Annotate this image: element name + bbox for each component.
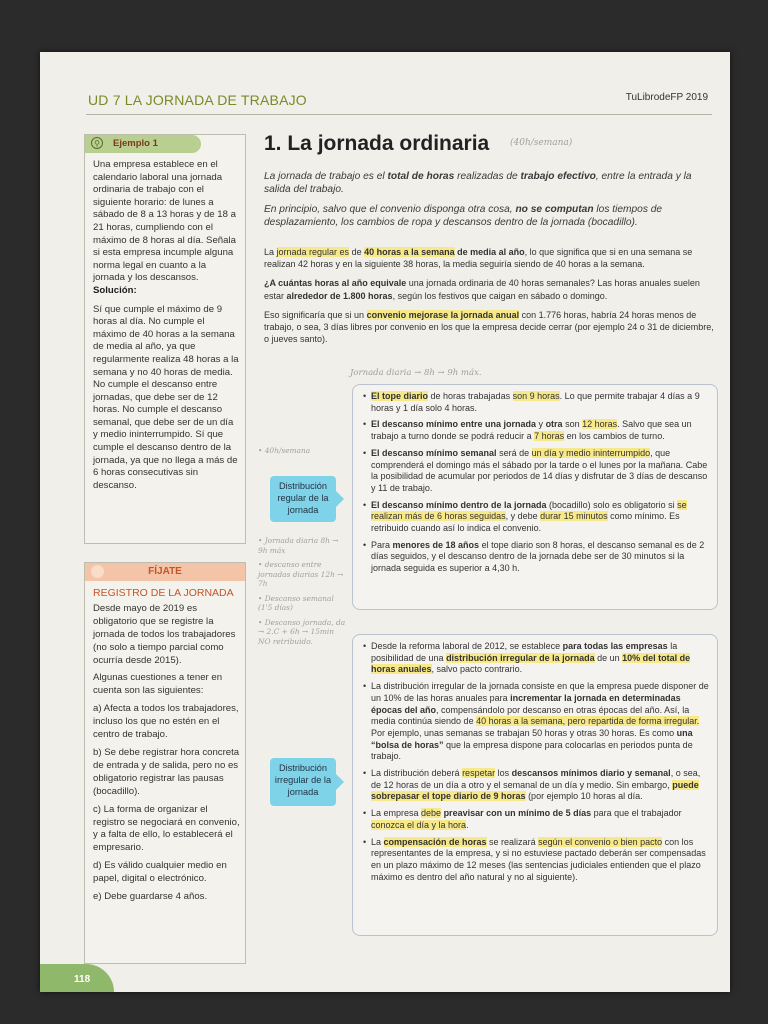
margin-note: • Descanso jornada, da → 2.C + 6h → 15min NO retribuido. (258, 617, 346, 646)
margin-notes-bottom (258, 536, 348, 646)
rule-item: • Para menores de 18 años el tope diario son 8 horas, el descanso semanal es de 2 días seguidos, y el descanso dentro de la jornada debe ser de 30 minutos si la jornada seguida es superior a 4,30 h. (363, 540, 709, 575)
margin-note: • Descanso semanal (1'5 días) (258, 593, 334, 612)
body-text (264, 246, 716, 352)
example-text (93, 159, 239, 498)
fijate-text (93, 587, 241, 909)
example-tab (85, 135, 201, 153)
rule-item: • El descanso mínimo entre una jornada y otra son 12 horas. Salvo que sea un trabajo a turno donde se podrá reducir a 7 horas en los cambios de turno. (363, 419, 709, 442)
fijate-title: REGISTRO DE LA JORNADA (93, 587, 234, 599)
regular-hours-paragraph: La jornada regular es de 40 horas a la semana de media al año, lo que significa que si en una semana se realizan 42 horas y en la siguiente 38 horas, la media seguiría siendo de 40 horas a la semana. (264, 247, 693, 270)
fijate-item: e) Debe guardarse 4 años. (93, 891, 208, 903)
fijate-item: b) Se debe registrar hora concreta de entrada y de salida, pero no es obligatorio registrar las pausas (bocadillo). (93, 746, 240, 797)
handwritten-title-note: (40h/semana) (510, 138, 573, 148)
fijate-item: c) La forma de organizar el registro se negociará en convenio, y a falta de ello, lo establecerá el empresario. (93, 803, 240, 854)
unit-header: UD 7 LA JORNADA DE TRABAJO (88, 92, 307, 108)
rule-item: • La distribución deberá respetar los descansos mínimos diario y semanal, o sea, de 12 horas de un día a otro y el semanal de un día y medio. Sin embargo, puede sobrepasar el tope diario de 9 horas (por ejemplo 10 horas al día. (363, 768, 709, 803)
computation-paragraph: En principio, salvo que el convenio disponga otra cosa, no se computan los tiempos de desplazamiento, los cambios de ropa y descansos dentro de la jornada (bocadillo). (264, 204, 663, 228)
rule-item: • La compensación de horas se realizará según el convenio o bien pacto con los representantes de la empresa, y si no estuviese pactado deberán ser compensadas en un plazo máximo de 12 meses (las sentencias judiciales entienden que el plazo máximo es dentro del año natural y no al siguiente). (363, 837, 709, 884)
rule-item: • El descanso mínimo dentro de la jornada (bocadillo) solo es obligatorio si se realizan más de 6 horas seguidas, y debe durar 15 minutos como mínimo. Es retribuido cuando así lo indica el convenio. (363, 500, 709, 535)
margin-note: • 40h/semana (258, 446, 311, 455)
example-solution: Sí que cumple el máximo de 9 horas al día. No cumple el máximo de 40 horas a la semana de media al año, ya que regularmente realiza 48 horas a la semana y no 40 horas de media. No cumple el descanso entre jornadas, que debe ser de 12 horas. No cumple el descanso semanal, que debe ser de un día y medio ininterrumpido. Sí que cumple el descanso dentro de la jornada, ya que no llega a más de 6 horas consecutivas sin descanso. (93, 303, 239, 491)
rule-item: • Desde la reforma laboral de 2012, se establece para todas las empresas la posibilidad de una distribución irregular de la jornada de un 10% del total de horas anuales, salvo pacto contrario. (363, 641, 709, 676)
brand-header: TuLibrodeFP 2019 (625, 92, 708, 103)
handwritten-daily-note: Jornada diaria → 8h → 9h máx. (350, 368, 482, 378)
page-number-badge (40, 964, 114, 992)
book-page (40, 52, 730, 992)
intro-text (264, 170, 716, 236)
rule-item: • La empresa debe preavisar con un mínimo de 5 días para que el trabajador conozca el día y la hora. (363, 808, 709, 831)
regular-distribution-tag: Distribución regular de la jornada (270, 476, 336, 522)
margin-note: • Jornada diaria 8h → 9h máx (258, 536, 339, 555)
fijate-item: a) Afecta a todos los trabajadores, incluso los que no estén en el centro de trabajo. (93, 703, 239, 741)
section-title: 1. La jornada ordinaria (264, 132, 490, 155)
fijate-item: d) Es válido cualquier medio en papel, digital o electrónico. (93, 860, 227, 885)
rule-item: • El tope diario de horas trabajadas son 9 horas. Lo que permite trabajar 4 días a 9 horas y 1 día solo 4 horas. (363, 391, 709, 414)
fijate-intro: Desde mayo de 2019 es obligatorio que se registre la jornada de todos los trabajadores (no solo a tiempo parcial como ocurría desde 2015). (93, 602, 236, 666)
definition-paragraph: La jornada de trabajo es el total de horas realizadas de trabajo efectivo, entre la entrada y la salida del trabajo. (264, 171, 692, 195)
magnifier-icon: ⚲ (91, 137, 103, 149)
rule-item: • El descanso mínimo semanal será de un día y medio ininterrumpido, que comprenderá el domingo más el sábado por la tarde o el lunes por la mañana. Cabe la posibilidad de acumular por periodos de 14 días y disfrutar de 3 días de descanso y 11 de trabajo. (363, 448, 709, 495)
example-statement: Una empresa establece en el calendario laboral una jornada ordinaria de trabajo con el siguiente horario: de lunes a sábado de 8 a 13 horas y de 18 a 21 horas, cumpliendo con el máximo de 8 horas al día. Señala si esta empresa incumple alguna norma legal en cuanto a la jornada y los descansos. (93, 159, 236, 284)
irregular-distribution-tag: Distribución irregular de la jornada (270, 758, 336, 806)
irregular-distribution-box (352, 634, 718, 936)
page-number: 118 (74, 974, 91, 985)
agreement-paragraph: Eso significaría que si un convenio mejorase la jornada anual con 1.776 horas, habría 24 horas menos de trabajo, o sea, 3 días libres por convenio en los que la empresa decide cerrar (por ejemplo 24 o 31 de diciembre, o jueves santo). (264, 309, 714, 345)
fijate-lead: Algunas cuestiones a tener en cuenta son las siguientes: (93, 672, 223, 697)
fijate-label: FÍJATE (148, 566, 182, 577)
solution-label: Solución: (93, 284, 137, 296)
margin-notes-top (258, 446, 348, 456)
margin-note: • descanso entre jornadas diarias 12h → 7h (258, 560, 344, 588)
fijate-box (84, 562, 246, 964)
header-divider (86, 114, 712, 115)
fijate-tab (85, 563, 245, 581)
annual-hours-paragraph: ¿A cuántas horas al año equivale una jornada ordinaria de 40 horas semanales? Las horas anuales suelen estar alrededor de 1.800 horas, según los festivos que caigan en sábado o domingo. (264, 278, 700, 301)
example-label: Ejemplo 1 (113, 138, 158, 149)
rule-item: • La distribución irregular de la jornada consiste en que la empresa puede disponer de un 10% de las horas anuales para incrementar la jornada en determinadas épocas del año, compensándolo por descanso en otras épocas del año. Así, la media continúa siendo de 40 horas a la semana, pero repartida de forma irregular. Por ejemplo, unas semanas se trabajan 50 horas y otras 30 horas. Es como una “bolsa de horas” que la empresa dispone para colocarlas en periodos punta de trabajo. (363, 681, 709, 763)
regular-distribution-box (352, 384, 718, 610)
example-box (84, 134, 246, 544)
